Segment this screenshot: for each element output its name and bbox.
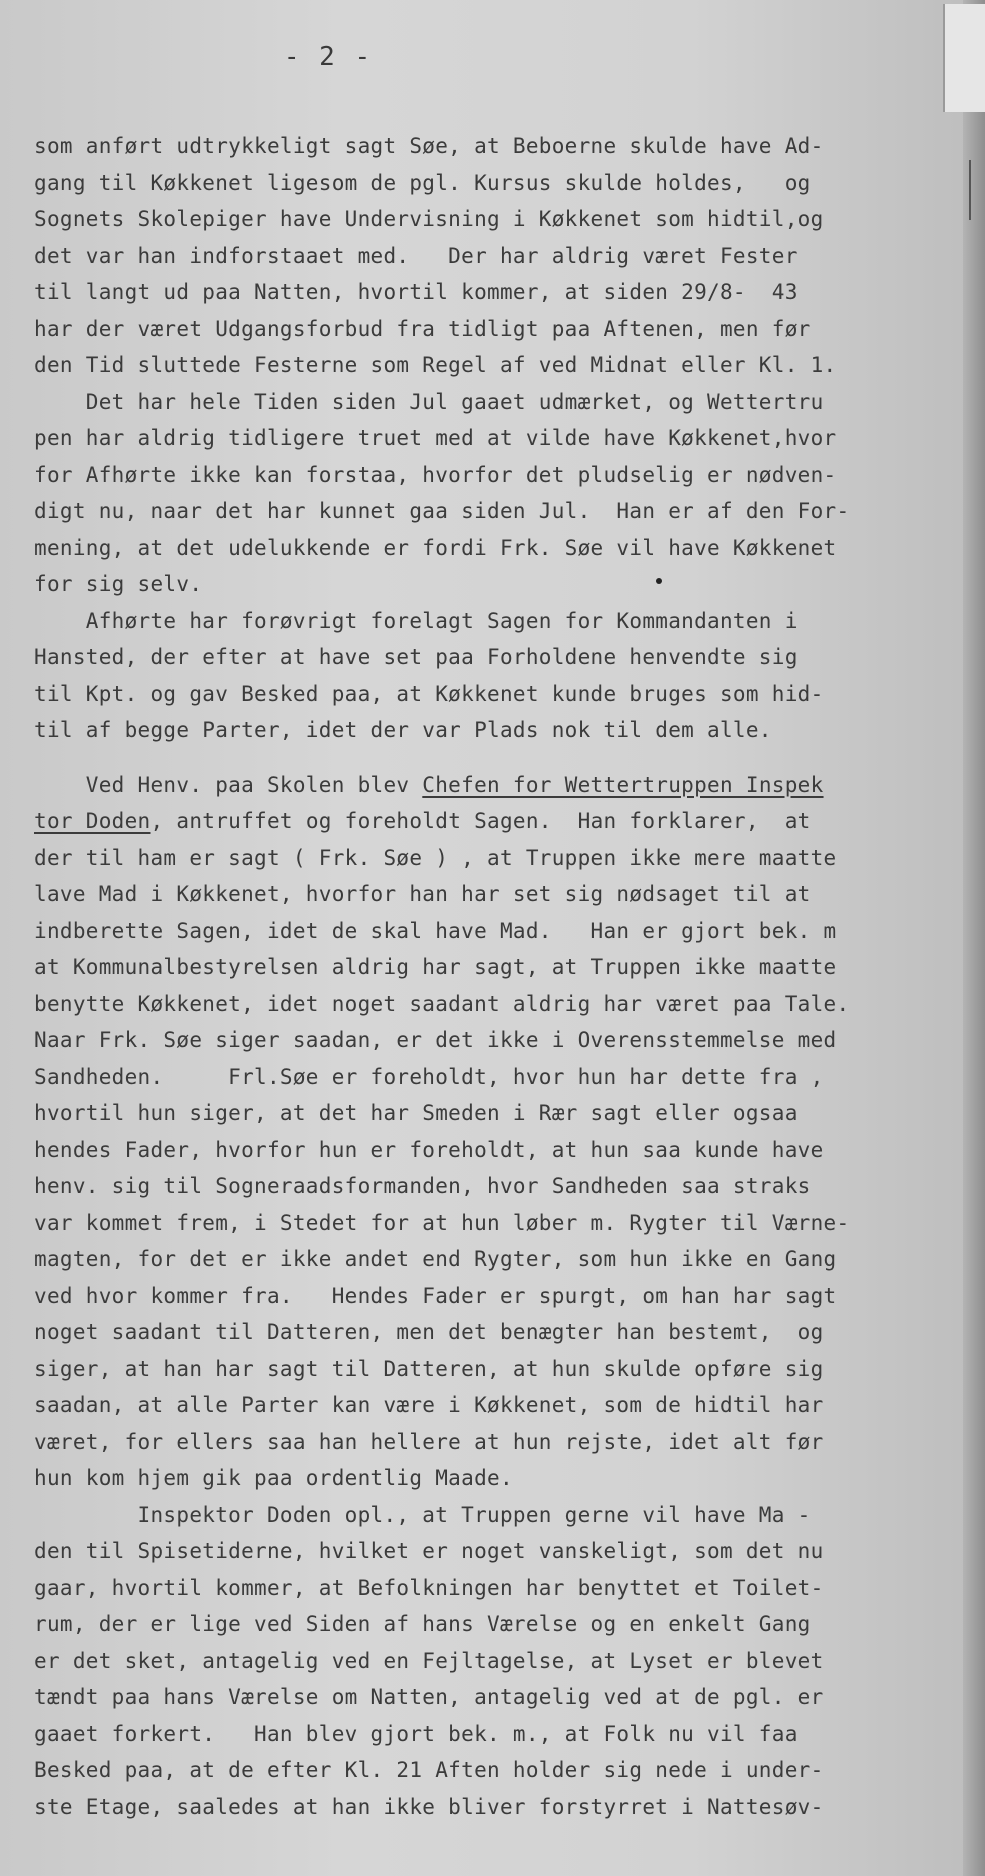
- page-number: - 2 -: [283, 42, 373, 72]
- text-line: ste Etage, saaledes at han ikke bliver forstyrret i Nattesøv-: [34, 1794, 824, 1819]
- text-line: noget saadant til Datteren, men det benægter han bestemt, og: [34, 1320, 824, 1344]
- text-line: [34, 803, 974, 840]
- text-line: Naar Frk. Søe siger saadan, er det ikke i Overensstemmelse med: [34, 1028, 837, 1052]
- text-line: den Tid sluttede Festerne som Regel af ved Midnat eller Kl. 1.: [34, 353, 837, 377]
- paragraph-block-1: [34, 128, 974, 749]
- text-line: til Kpt. og gav Besked paa, at Køkkenet kunde bruges som hid-: [34, 681, 824, 706]
- text-line: siger, at han har sagt til Datteren, at hun skulde opføre sig: [34, 1356, 824, 1381]
- text-line: Det har hele Tiden siden Jul gaaet udmærket, og Wettertru: [34, 389, 824, 414]
- text-line: lave Mad i Køkkenet, hvorfor han har set sig nødsaget til at: [34, 882, 811, 906]
- text-line: Inspektor Doden opl., at Truppen gerne vil have Ma -: [34, 1502, 811, 1527]
- text-line: har der været Udgangsforbud fra tidligt paa Aftenen, men før: [34, 316, 811, 341]
- para2-after: , antruffet og foreholdt Sagen. Han forklarer, at: [150, 809, 811, 833]
- text-line: gang til Køkkenet ligesom de pgl. Kursus skulde holdes, og: [34, 170, 811, 195]
- paper-tab: [943, 4, 985, 112]
- text-line: magten, for det er ikke andet end Rygter, som hun ikke en Gang: [34, 1247, 837, 1271]
- text-line: hendes Fader, hvorfor hun er foreholdt, at hun saa kunde have: [34, 1137, 824, 1162]
- text-line: Sognets Skolepiger have Undervisning i Køkkenet som hidtil,og: [34, 207, 824, 231]
- text-line: mening, at det udelukkende er fordi Frk. Søe vil have Køkkenet: [34, 535, 837, 560]
- text-line: henv. sig til Sogneraadsformanden, hvor Sandheden saa straks: [34, 1174, 811, 1198]
- text-line: hvortil hun siger, at det har Smeden i Rær sagt eller ogsaa: [34, 1101, 798, 1125]
- text-line: tændt paa hans Værelse om Natten, antagelig ved at de pgl. er: [34, 1685, 824, 1709]
- text-line: er det sket, antagelig ved en Fejltagelse, at Lyset er blevet: [34, 1648, 824, 1673]
- text-line: Besked paa, at de efter Kl. 21 Aften holder sig nede i under-: [34, 1758, 824, 1782]
- paragraph-gap: [34, 749, 974, 767]
- underlined-heading-part-2: tor Doden: [34, 809, 151, 833]
- text-line: for sig selv.: [34, 572, 203, 596]
- text-line: til langt ud paa Natten, hvortil kommer, at siden 29/8- 43: [34, 280, 798, 304]
- text-line: der til ham er sagt ( Frk. Søe ) , at Truppen ikke mere maatte: [34, 845, 837, 870]
- typewritten-text: [34, 128, 974, 1825]
- text-line: saadan, at alle Parter kan være i Køkkenet, som de hidtil har: [34, 1393, 824, 1417]
- text-line: for Afhørte ikke kan forstaa, hvorfor det pludselig er nødven-: [34, 462, 837, 487]
- text-line: Afhørte har forøvrigt forelagt Sagen for Kommandanten i: [34, 608, 798, 633]
- text-line: den til Spisetiderne, hvilket er noget vanskeligt, som det nu: [34, 1539, 824, 1563]
- text-line: rum, der er lige ved Siden af hans Værelse og en enkelt Gang: [34, 1612, 811, 1636]
- text-line: gaar, hvortil kommer, at Befolkningen har benyttet et Toilet-: [34, 1575, 824, 1600]
- text-line: [34, 767, 974, 804]
- text-line: var kommet frem, i Stedet for at hun løber m. Rygter til Værne-: [34, 1210, 850, 1235]
- paragraph-block-2: [34, 840, 974, 1826]
- text-line: Hansted, der efter at have set paa Forholdene henvendte sig: [34, 645, 798, 669]
- text-line: hun kom hjem gik paa ordentlig Maade.: [34, 1466, 513, 1490]
- text-line: pen har aldrig tidligere truet med at vilde have Køkkenet,hvor: [34, 426, 837, 450]
- text-line: indberette Sagen, idet de skal have Mad. Han er gjort bek. m: [34, 918, 837, 943]
- ink-dot: [656, 578, 662, 584]
- text-line: til af begge Parter, idet der var Plads nok til dem alle.: [34, 718, 772, 742]
- text-line: gaaet forkert. Han blev gjort bek. m., at Folk nu vil faa: [34, 1721, 798, 1746]
- text-line: som anført udtrykkeligt sagt Søe, at Beboerne skulde have Ad-: [34, 134, 824, 158]
- text-line: været, for ellers saa han hellere at hun rejste, idet alt før: [34, 1429, 824, 1454]
- text-line: ved hvor kommer fra. Hendes Fader er spurgt, om han har sagt: [34, 1283, 837, 1308]
- para2-intro: Ved Henv. paa Skolen blev: [34, 772, 423, 797]
- underlined-heading-part-1: Chefen for Wettertruppen Inspek: [422, 772, 824, 797]
- text-line: digt nu, naar det har kunnet gaa siden Jul. Han er af den For-: [34, 499, 850, 523]
- text-line: at Kommunalbestyrelsen aldrig har sagt, at Truppen ikke maatte: [34, 955, 837, 979]
- text-line: det var han indforstaaet med. Der har aldrig været Fester: [34, 243, 798, 268]
- text-line: Sandheden. Frl.Søe er foreholdt, hvor hun har dette fra ,: [34, 1064, 824, 1089]
- text-line: benytte Køkkenet, idet noget saadant aldrig har været paa Tale.: [34, 991, 850, 1016]
